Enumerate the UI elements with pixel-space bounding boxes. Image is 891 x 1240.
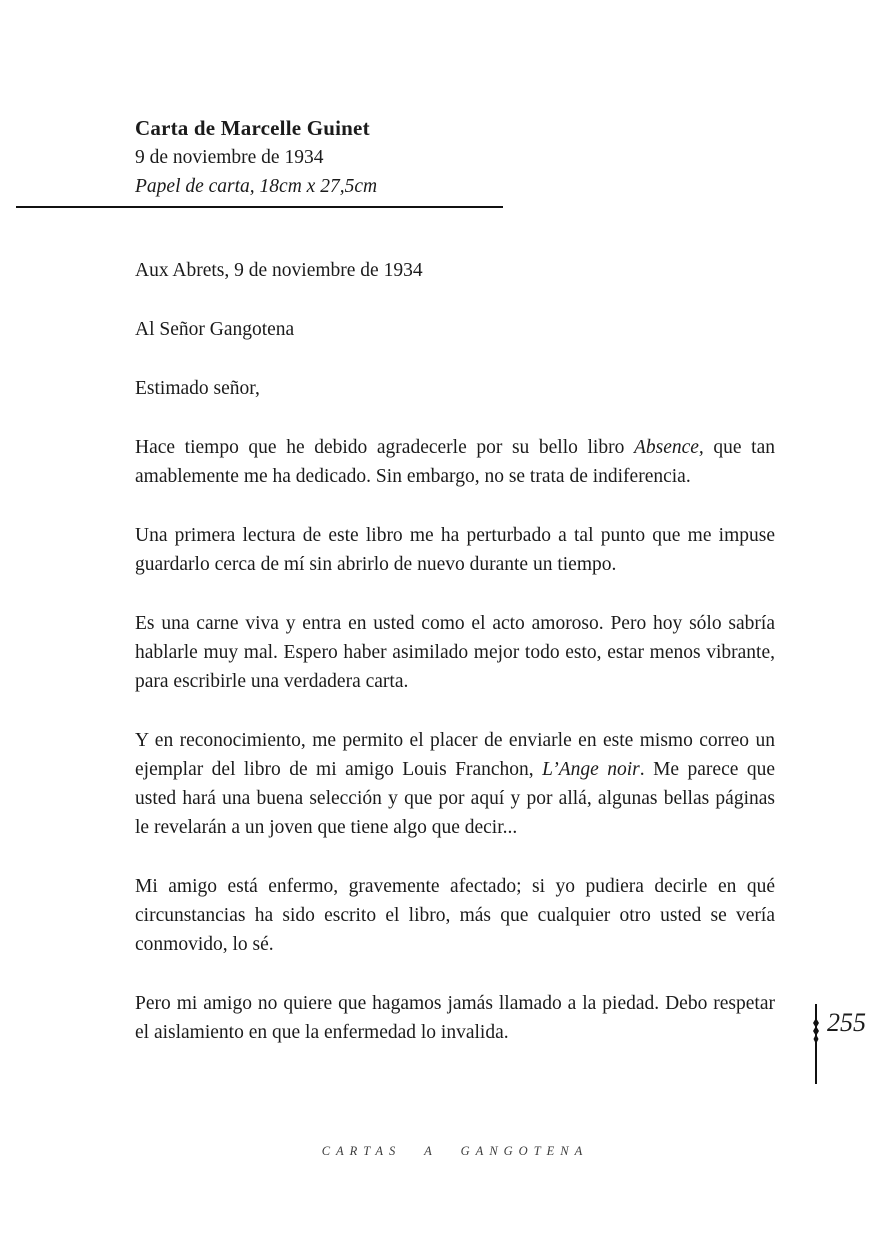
letter-paragraph [135, 872, 775, 959]
letter-body [135, 256, 775, 1077]
ornament-rule-icon [812, 1004, 820, 1084]
paragraph-text: . Me parece que usted hará una buena selección y que por aquí y por allá, algunas bellas páginas le revelarán a un joven que tiene algo que decir... [135, 759, 775, 838]
letter-paragraph [135, 609, 775, 696]
letter-header-date: 9 de noviembre de 1934 [135, 147, 324, 168]
letter-recipient: Al Señor Gangotena [135, 319, 295, 340]
letter-header [135, 114, 695, 201]
paragraph-text: Es una carne viva y entra en usted como el acto amoroso. Pero hoy sólo sabría hablarle muy mal. Espero haber asimilado mejor todo esto, estar menos vibrante, para escribirle una verdadera carta. [135, 613, 775, 692]
paragraph-text: Y en reconocimiento, me permito el placer de enviarle en este mismo correo un ejemplar del libro de mi amigo Louis Franchon, [135, 730, 775, 780]
running-footer: CARTAS A GANGOTENA [321, 1144, 589, 1158]
paragraph-text: Pero mi amigo no quiere que hagamos jamás llamado a la piedad. Debo respetar el aislamiento en que la enfermedad lo invalida. [135, 993, 775, 1043]
book-title-italic: Absence, [633, 437, 704, 458]
letter-title: Carta de Marcelle Guinet [135, 116, 370, 140]
letter-paragraph [135, 726, 775, 842]
letter-place-date: Aux Abrets, 9 de noviembre de 1934 [135, 260, 423, 281]
paragraph-text: Una primera lectura de este libro me ha perturbado a tal punto que me impuse guardarlo cerca de mí sin abrirlo de nuevo durante un tiempo. [135, 525, 775, 575]
letter-salutation: Estimado señor, [135, 378, 260, 399]
book-title-italic: L’Ange noir [542, 759, 640, 780]
letter-paragraph [135, 521, 775, 579]
paragraph-text: que tan amablemente me ha dedicado. Sin embargo, no se trata de indiferencia. [135, 437, 775, 487]
page-number-marker [812, 1002, 866, 1084]
paragraph-text: Hace tiempo que he debido agradecerle por su bello libro [135, 437, 634, 458]
letter-paragraph [135, 989, 775, 1047]
letter-paper-description: Papel de carta, 18cm x 27,5cm [135, 176, 378, 197]
page-number: 255 [827, 1008, 866, 1037]
letter-paragraph [135, 433, 775, 491]
letter-paragraphs [135, 433, 775, 1047]
paragraph-text: Mi amigo está enfermo, gravemente afectado; si yo pudiera decirle en qué circunstancias ha sido escrito el libro, más que cualquier otro usted se vería conmovido, lo sé. [135, 876, 775, 955]
header-divider-rule [16, 206, 503, 208]
